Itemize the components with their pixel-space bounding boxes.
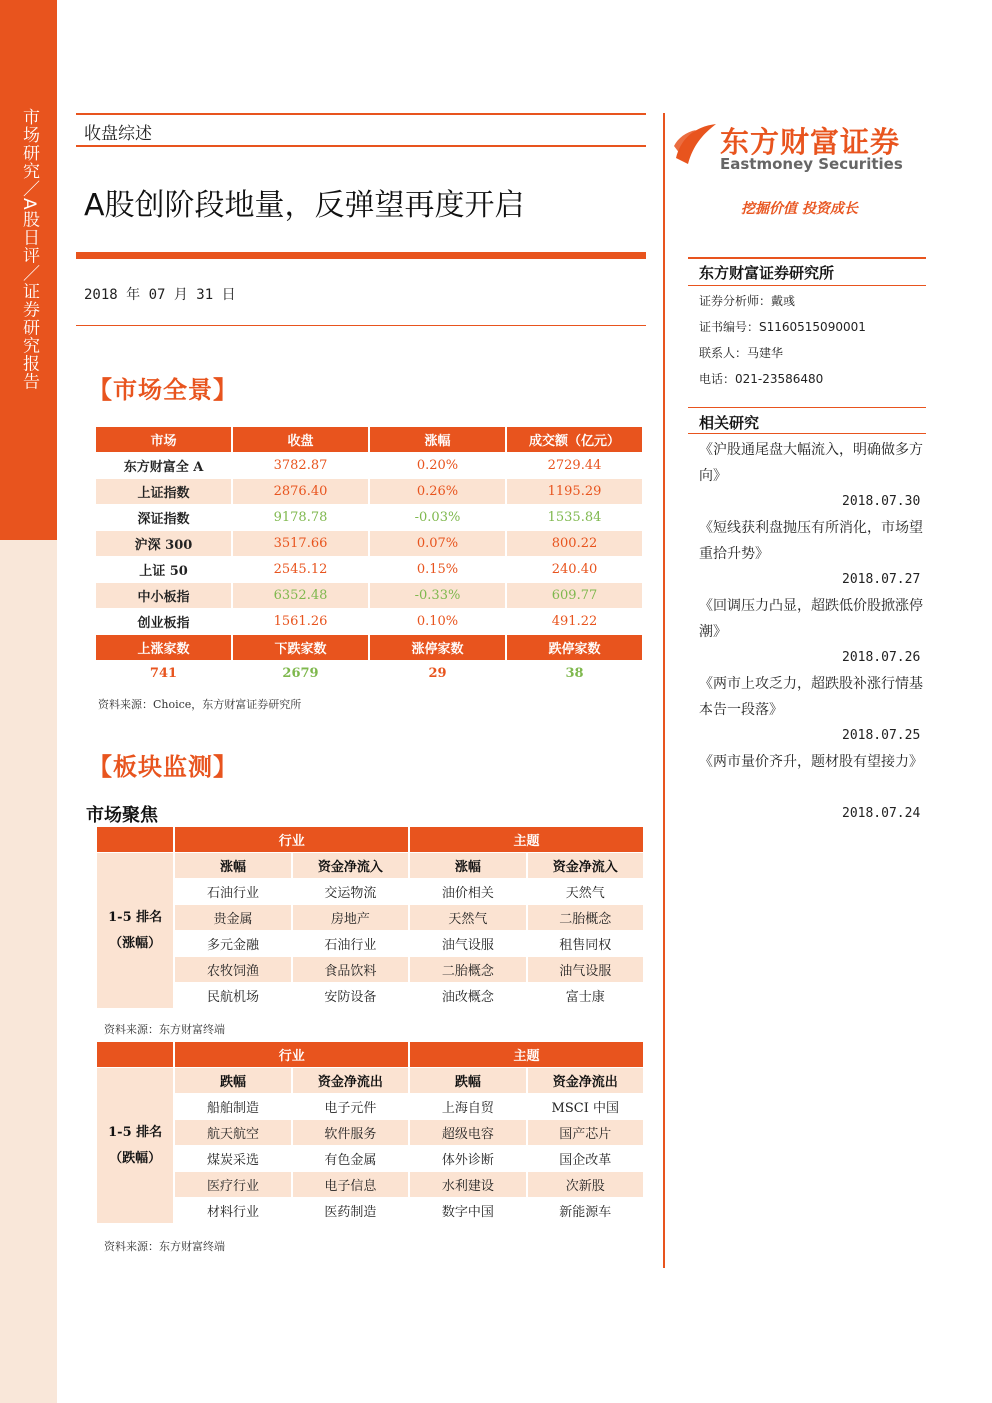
index-name: 中小板指: [96, 583, 231, 608]
sector-up-table: [95, 826, 645, 1009]
table-cell: 航天航空: [175, 1120, 290, 1145]
sidebar-label: 市场研究／A股日评／证券研究报告: [19, 108, 39, 391]
stat-advancers: 741: [149, 666, 178, 681]
stats-row: [96, 661, 642, 686]
table-cell: 煤炭采选: [206, 1153, 259, 1168]
brand-name-cn: 东方财富证券: [720, 125, 901, 159]
contact-person: 联系人：马建华: [699, 346, 784, 360]
col-header: 资金净流入: [528, 853, 643, 878]
table-cell: 材料行业: [206, 1205, 259, 1220]
table-cell: 水利建设: [410, 1172, 525, 1197]
table-cell: 有色金属: [324, 1153, 377, 1168]
col-header: 涨幅: [410, 853, 525, 878]
table-cell: 新能源车: [559, 1205, 612, 1220]
col-header: 资金净流入: [293, 853, 408, 878]
col-header-row: [97, 1068, 643, 1093]
table-cell: 医疗行业: [175, 1172, 290, 1197]
header-blank: [97, 1042, 173, 1067]
table-row: [97, 1172, 643, 1197]
table-row: [96, 609, 642, 634]
index-close: 9178.78: [273, 510, 328, 525]
table-cell: 国企改革: [559, 1153, 612, 1168]
index-volume: 240.40: [551, 562, 598, 577]
table-cell: 次新股: [528, 1172, 643, 1197]
group-header-row: [97, 827, 643, 852]
index-name: 深证指数: [137, 512, 190, 527]
table-cell: 油气设服: [528, 957, 643, 982]
date-rule: [76, 325, 646, 326]
related-report-link[interactable]: 《回调压力凸显，超跌低价股掀涨停潮》: [699, 598, 923, 640]
index-close: 3517.66: [233, 531, 368, 556]
col-header-close: 收盘: [233, 427, 368, 452]
table-cell: 租售同权: [559, 938, 612, 953]
table-row: [97, 957, 643, 982]
table-row: [97, 983, 643, 1008]
table-cell: 富士康: [565, 990, 605, 1005]
table-cell: 国产芯片: [528, 1120, 643, 1145]
related-report-date: 2018.07.30: [842, 494, 921, 509]
table-row: [96, 479, 642, 504]
index-close: 2876.40: [233, 479, 368, 504]
table-cell: 电子元件: [324, 1101, 377, 1116]
table-cell: 农牧饲渔: [175, 957, 290, 982]
table-cell: 数字中国: [441, 1205, 494, 1220]
table-cell: 天然气: [565, 886, 605, 901]
index-name: 创业板指: [137, 616, 190, 631]
related-top-rule: [688, 407, 926, 408]
table-row: [96, 557, 642, 582]
index-close: 2545.12: [273, 562, 328, 577]
related-report-date: 2018.07.26: [842, 650, 921, 665]
rank-label-cell: [97, 853, 173, 1008]
report-date: 2018 年 07 月 31 日: [84, 287, 236, 303]
col-header-row: [97, 853, 643, 878]
index-name: 沪深 300: [96, 531, 231, 556]
index-close: 1561.26: [273, 614, 328, 629]
related-report-link[interactable]: 《沪股通尾盘大幅流入，明确做多方向》: [699, 442, 923, 484]
col-header: 资金净流出: [293, 1068, 408, 1093]
related-report-date: 2018.07.24: [842, 806, 921, 821]
report-category: 收盘综述: [84, 124, 152, 144]
index-change: 0.26%: [370, 479, 505, 504]
stat-header-limit-down: 跌停家数: [507, 635, 642, 660]
institute-name: 东方财富证券研究所: [699, 264, 835, 282]
table-cell: 民航机场: [206, 990, 259, 1005]
related-report-link[interactable]: 《两市量价齐升，题材股有望接力》: [699, 754, 923, 770]
market-section-title: 【市场全景】: [88, 375, 238, 404]
index-change: 0.07%: [370, 531, 505, 556]
table-row: [96, 453, 642, 478]
related-report-date: 2018.07.25: [842, 728, 921, 743]
related-report-link[interactable]: 《两市上攻乏力，超跌股补涨行情基本告一段落》: [699, 676, 923, 718]
index-change: -0.03%: [414, 510, 461, 525]
sector-subtitle: 市场聚焦: [86, 805, 158, 826]
table-cell: 食品饮料: [293, 957, 408, 982]
rank-label: 1-5 排名: [108, 1124, 163, 1140]
rank-label-cell: [97, 1068, 173, 1223]
table-row: [96, 531, 642, 556]
institute-sub-rule: [688, 285, 926, 286]
col-header: 跌幅: [410, 1068, 525, 1093]
stat-limit-up: 29: [428, 666, 447, 681]
table-cell: MSCI 中国: [551, 1101, 619, 1116]
table-cell: 石油行业: [206, 886, 259, 901]
group-header-industry: 行业: [175, 827, 408, 852]
col-header: 涨幅: [175, 853, 290, 878]
table-row: [97, 931, 643, 956]
index-volume: 800.22: [507, 531, 642, 556]
index-volume: 1195.29: [507, 479, 642, 504]
index-volume: 2729.44: [547, 458, 602, 473]
table-cell: 软件服务: [293, 1120, 408, 1145]
table-row: [96, 505, 642, 530]
col-header-market: 市场: [96, 427, 231, 452]
header-sub-rule: [76, 145, 646, 147]
col-header-change: 涨幅: [370, 427, 505, 452]
table-row: [97, 905, 643, 930]
table-cell: 油气设服: [441, 938, 494, 953]
table-cell: 二胎概念: [410, 957, 525, 982]
group-header-theme: 主题: [410, 827, 643, 852]
group-header-row: [97, 1042, 643, 1067]
rank-label-sub: （涨幅）: [109, 935, 162, 951]
stat-header-limit-up: 涨停家数: [370, 635, 505, 660]
brand-slogan: 挖掘价值 投资成长: [741, 201, 858, 217]
analyst: 证券分析师：戴彧: [699, 294, 796, 308]
index-change: 0.10%: [416, 614, 459, 629]
table-cell: 油价相关: [441, 886, 494, 901]
index-name: 上证 50: [139, 564, 188, 579]
market-table: [94, 426, 644, 687]
group-header-theme: 主题: [410, 1042, 643, 1067]
stat-header-decliners: 下跌家数: [233, 635, 368, 660]
market-header-row: [96, 427, 642, 452]
market-source: 资料来源：Choice，东方财富证券研究所: [98, 698, 302, 711]
table-cell: 油改概念: [441, 990, 494, 1005]
column-divider: [663, 113, 665, 1268]
sector-up-source: 资料来源：东方财富终端: [104, 1023, 225, 1036]
related-report-date: 2018.07.27: [842, 572, 921, 587]
table-row: [97, 879, 643, 904]
table-row: [97, 1198, 643, 1223]
group-header-industry: 行业: [175, 1042, 408, 1067]
sector-down-table: [95, 1041, 645, 1224]
table-row: [97, 1094, 643, 1119]
stats-header-row: [96, 635, 642, 660]
table-cell: 医药制造: [324, 1205, 377, 1220]
header-top-rule: [76, 113, 646, 115]
table-row: [96, 583, 642, 608]
index-close: 6352.48: [233, 583, 368, 608]
index-name: 东方财富全 A: [123, 460, 204, 475]
table-cell: 石油行业: [324, 938, 377, 953]
index-change: 0.20%: [416, 458, 459, 473]
index-volume: 1535.84: [547, 510, 602, 525]
index-change: -0.33%: [370, 583, 505, 608]
col-header: 跌幅: [175, 1068, 290, 1093]
col-header-volume: 成交额（亿元）: [507, 427, 642, 452]
index-change: 0.15%: [416, 562, 459, 577]
related-report-link[interactable]: 《短线获利盘抛压有所消化，市场望重拾升势》: [699, 520, 923, 562]
header-blank: [97, 827, 173, 852]
index-name: 上证指数: [96, 479, 231, 504]
cert-number: 证书编号：S1160515090001: [699, 320, 866, 334]
phone: 电话：021-23586480: [699, 372, 824, 386]
table-cell: 交运物流: [324, 886, 377, 901]
title-bar-rule: [76, 252, 646, 259]
table-cell: 安防设备: [324, 990, 377, 1005]
institute-top-rule: [688, 257, 926, 259]
related-heading: 相关研究: [699, 414, 760, 432]
table-cell: 上海自贸: [441, 1101, 494, 1116]
index-close: 3782.87: [273, 458, 328, 473]
index-volume: 609.77: [507, 583, 642, 608]
index-volume: 491.22: [551, 614, 598, 629]
page-title: A股创阶段地量，反弹望再度开启: [84, 188, 525, 223]
rank-label-sub: （跌幅）: [109, 1150, 162, 1166]
stat-header-advancers: 上涨家数: [96, 635, 231, 660]
table-row: [97, 1146, 643, 1171]
sector-section-title: 【板块监测】: [88, 752, 238, 781]
table-cell: 电子信息: [293, 1172, 408, 1197]
table-cell: 超级电容: [410, 1120, 525, 1145]
table-cell: 多元金融: [206, 938, 259, 953]
stat-decliners: 2679: [282, 666, 319, 681]
col-header: 资金净流出: [528, 1068, 643, 1093]
brand-name-en: Eastmoney Securities: [720, 155, 903, 173]
stat-limit-down: 38: [565, 666, 584, 681]
table-cell: 天然气: [410, 905, 525, 930]
sector-down-source: 资料来源：东方财富终端: [104, 1240, 225, 1253]
brand-logo-icon: [672, 120, 720, 170]
rank-label: 1-5 排名: [108, 909, 163, 925]
table-cell: 体外诊断: [441, 1153, 494, 1168]
table-cell: 二胎概念: [528, 905, 643, 930]
table-cell: 船舶制造: [206, 1101, 259, 1116]
table-cell: 贵金属: [175, 905, 290, 930]
table-cell: 房地产: [293, 905, 408, 930]
table-row: [97, 1120, 643, 1145]
related-sub-rule: [688, 433, 926, 434]
